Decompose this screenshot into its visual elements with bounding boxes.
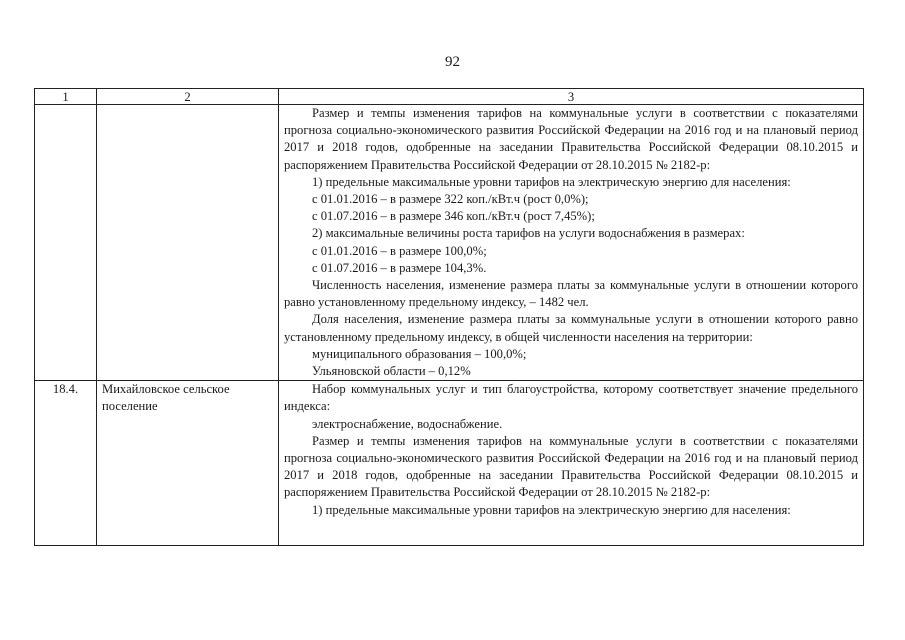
- paragraph: муниципального образования – 100,0%;: [312, 346, 527, 361]
- paragraph: 1) предельные максимальные уровни тарифов на электрическую энергию для населения:: [312, 502, 791, 517]
- header-col-2: 2: [97, 89, 279, 105]
- row-number: 18.4.: [35, 381, 97, 546]
- paragraph: Размер и темпы изменения тарифов на коммунальные услуги в соответствии с показателями прогноза социально-экономического развития Российской Федерации на 2016 год и на плановый период 2017 и 2018 годов, одобренные на заседании Правительства Российской Федерации 08.10.2015 и распоряжением Правительства Российской Федерации от 28.10.2015 № 2182-р:: [284, 433, 858, 500]
- row-description: [279, 381, 864, 546]
- table-row: [35, 381, 864, 546]
- paragraph: Численность населения, изменение размера платы за коммунальные услуги в отношении которого равно установленному предельному индексу, – 1482 чел.: [284, 278, 858, 310]
- settlement-name: [97, 105, 279, 381]
- paragraph: Набор коммунальных услуг и тип благоустройства, которому соответствует значение предельного индекса:: [284, 382, 858, 414]
- paragraph: с 01.07.2016 – в размере 346 коп./кВт.ч (рост 7,45%);: [312, 209, 595, 224]
- paragraph: с 01.07.2016 – в размере 104,3%.: [312, 260, 487, 275]
- header-row: [35, 89, 864, 105]
- paragraph: 1) предельные максимальные уровни тарифов на электрическую энергию для населения:: [312, 174, 791, 189]
- paragraph: 2) максимальные величины роста тарифов на услуги водоснабжения в размерах:: [312, 226, 745, 241]
- paragraph: с 01.01.2016 – в размере 100,0%;: [312, 243, 487, 258]
- paragraph: электроснабжение, водоснабжение.: [312, 416, 503, 431]
- table-row: [35, 105, 864, 381]
- paragraph: Ульяновской области – 0,12%: [312, 364, 471, 379]
- paragraph: Доля населения, изменение размера платы за коммунальные услуги в отношении которого равно установленному предельному индексу, в общей численности населения на территории:: [284, 312, 858, 344]
- paragraph: Размер и темпы изменения тарифов на коммунальные услуги в соответствии с показателями прогноза социально-экономического развития Российской Федерации на 2016 год и на плановый период 2017 и 2018 годов, одобренные на заседании Правительства Российской Федерации 08.10.2015 и распоряжением Правительства Российской Федерации от 28.10.2015 № 2182-р:: [284, 106, 858, 172]
- page-number: 92: [445, 54, 460, 70]
- header-col-1: 1: [35, 89, 97, 105]
- paragraph: с 01.01.2016 – в размере 322 коп./кВт.ч (рост 0,0%);: [312, 192, 589, 207]
- tariff-table: [34, 88, 864, 546]
- header-col-3: 3: [279, 89, 864, 105]
- row-description: [279, 105, 864, 381]
- row-number: [35, 105, 97, 381]
- settlement-name: Михайловское сельское поселение: [97, 381, 279, 546]
